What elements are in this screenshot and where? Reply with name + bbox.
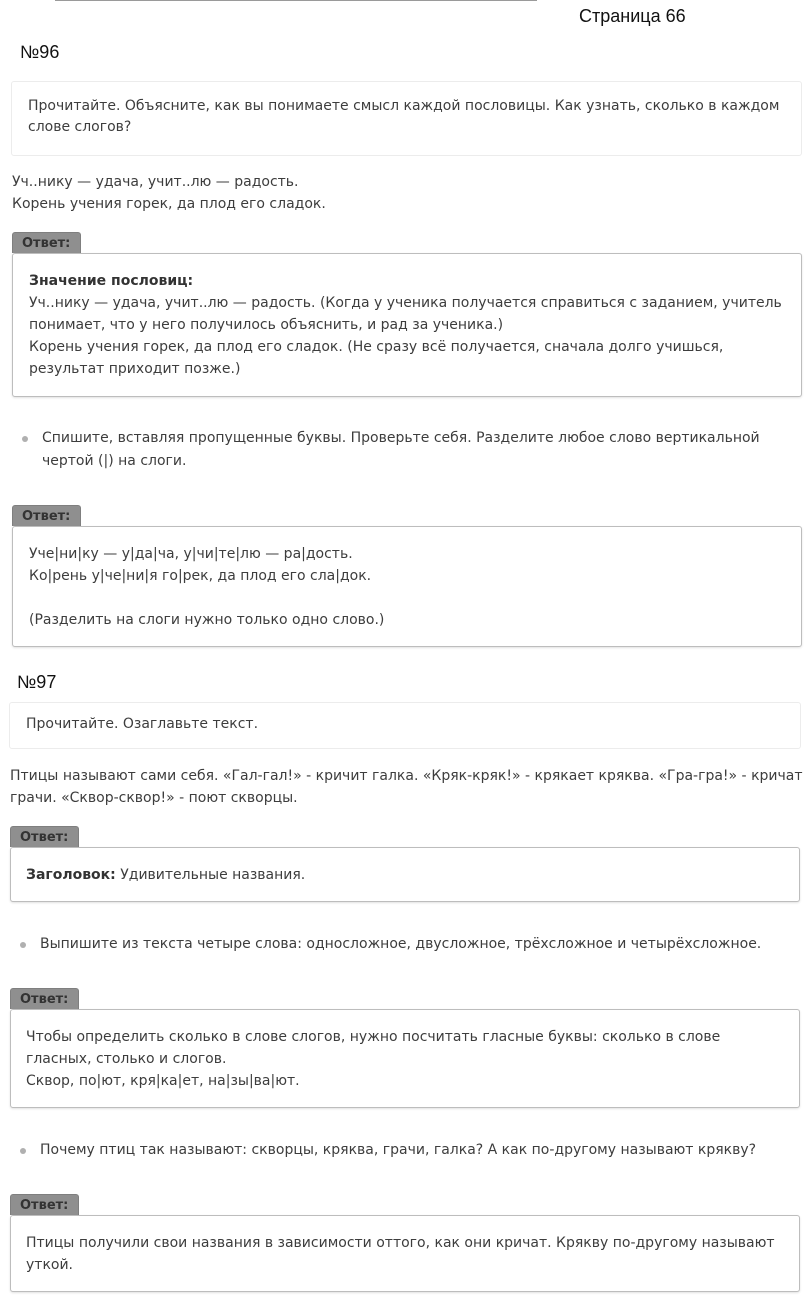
answer-line: Ко|рень у|че|ни|я го|рек, да плод его сла|док. (29, 568, 372, 584)
exercise-97-number: №97 (17, 672, 57, 692)
answer-line: понимает, что у него получилось объяснить, и рад за ученика.) (29, 317, 504, 333)
exercise-97-task-text: Прочитайте. Озаглавьте текст. (26, 716, 259, 732)
bullet-dot (20, 1148, 26, 1154)
answer-box (12, 253, 802, 397)
answer-line: Корень учения горек, да плод его сладок. (Не сразу всё получается, сначала долго учишься, (29, 339, 724, 355)
answer-tab[interactable]: Ответ: (10, 826, 79, 847)
answer-box (12, 526, 802, 647)
bullet-line: Почему птиц так называют: скворцы, кряква, грачи, галка? А как по-другому называют крякву? (40, 1142, 757, 1158)
text-line: грачи. «Сквор-сквор!» - поют скворцы. (10, 790, 298, 806)
exercise-97-bullet-task-1 (20, 933, 761, 956)
answer-tab[interactable]: Ответ: (12, 505, 81, 526)
bullet-dot (22, 436, 28, 442)
exercise-96-task (11, 81, 802, 156)
title-label: Заголовок: (26, 867, 116, 883)
exercise-96-task-text: Прочитайте. Объясните, как вы понимаете смысл каждой пословицы. Как узнать, сколько в каждом слове слогов? (28, 98, 780, 135)
bullet-line: Выпишите из текста четыре слова: односложное, двусложное, трёхсложное и четырёхсложное. (40, 936, 762, 952)
exercise-96-proverbs (12, 171, 326, 215)
title-value: Удивительные названия. (115, 867, 306, 883)
answer-tab[interactable]: Ответ: (10, 1194, 79, 1215)
answer-box (10, 1215, 800, 1292)
answer-box (10, 847, 800, 902)
answer-tab[interactable]: Ответ: (12, 232, 81, 253)
answer-line: результат приходит позже.) (29, 361, 241, 377)
answer-tab[interactable]: Ответ: (10, 988, 79, 1009)
answer-note: (Разделить на слоги нужно только одно слово.) (29, 612, 385, 628)
page-label: Страница 66 (579, 6, 686, 26)
answer-line: Сквор, по|ют, кря|ка|ет, на|зы|ва|ют. (26, 1073, 300, 1089)
top-divider (55, 0, 537, 1)
proverb-line: Уч..нику — удача, учит..лю — радость. (12, 174, 299, 190)
answer-heading: Значение пословиц: (29, 273, 194, 289)
answer-line: Уче|ни|ку — у|да|ча, у|чи|те|лю — ра|дость. (29, 546, 353, 562)
answer-line: Птицы получили свои названия в зависимости оттого, как они кричат. Крякву по-другому называют (26, 1235, 775, 1251)
exercise-96-bullet-task (22, 427, 760, 473)
bullet-line: чертой (|) на слоги. (42, 453, 187, 469)
answer-box (10, 1009, 800, 1108)
proverb-line: Корень учения горек, да плод его сладок. (12, 196, 326, 212)
exercise-97-bullet-task-2 (20, 1139, 756, 1162)
answer-line: Уч..нику — удача, учит..лю — радость. (Когда у ученика получается справиться с заданием, учитель (29, 295, 782, 311)
exercise-96-number: №96 (20, 42, 60, 62)
bullet-dot (20, 942, 26, 948)
bullet-line: Спишите, вставляя пропущенные буквы. Проверьте себя. Разделите любое слово вертикальной (42, 430, 760, 446)
answer-line: уткой. (26, 1257, 74, 1273)
exercise-97-text (10, 765, 803, 809)
answer-line: гласных, столько и слогов. (26, 1051, 227, 1067)
exercise-97-task (9, 702, 801, 749)
answer-line: Чтобы определить сколько в слове слогов, нужно посчитать гласные буквы: сколько в слове (26, 1029, 721, 1045)
text-line: Птицы называют сами себя. «Гал-гал!» - кричит галка. «Кряк-кряк!» - крякает кряква. «Гра-гра!» - кричат (10, 768, 803, 784)
